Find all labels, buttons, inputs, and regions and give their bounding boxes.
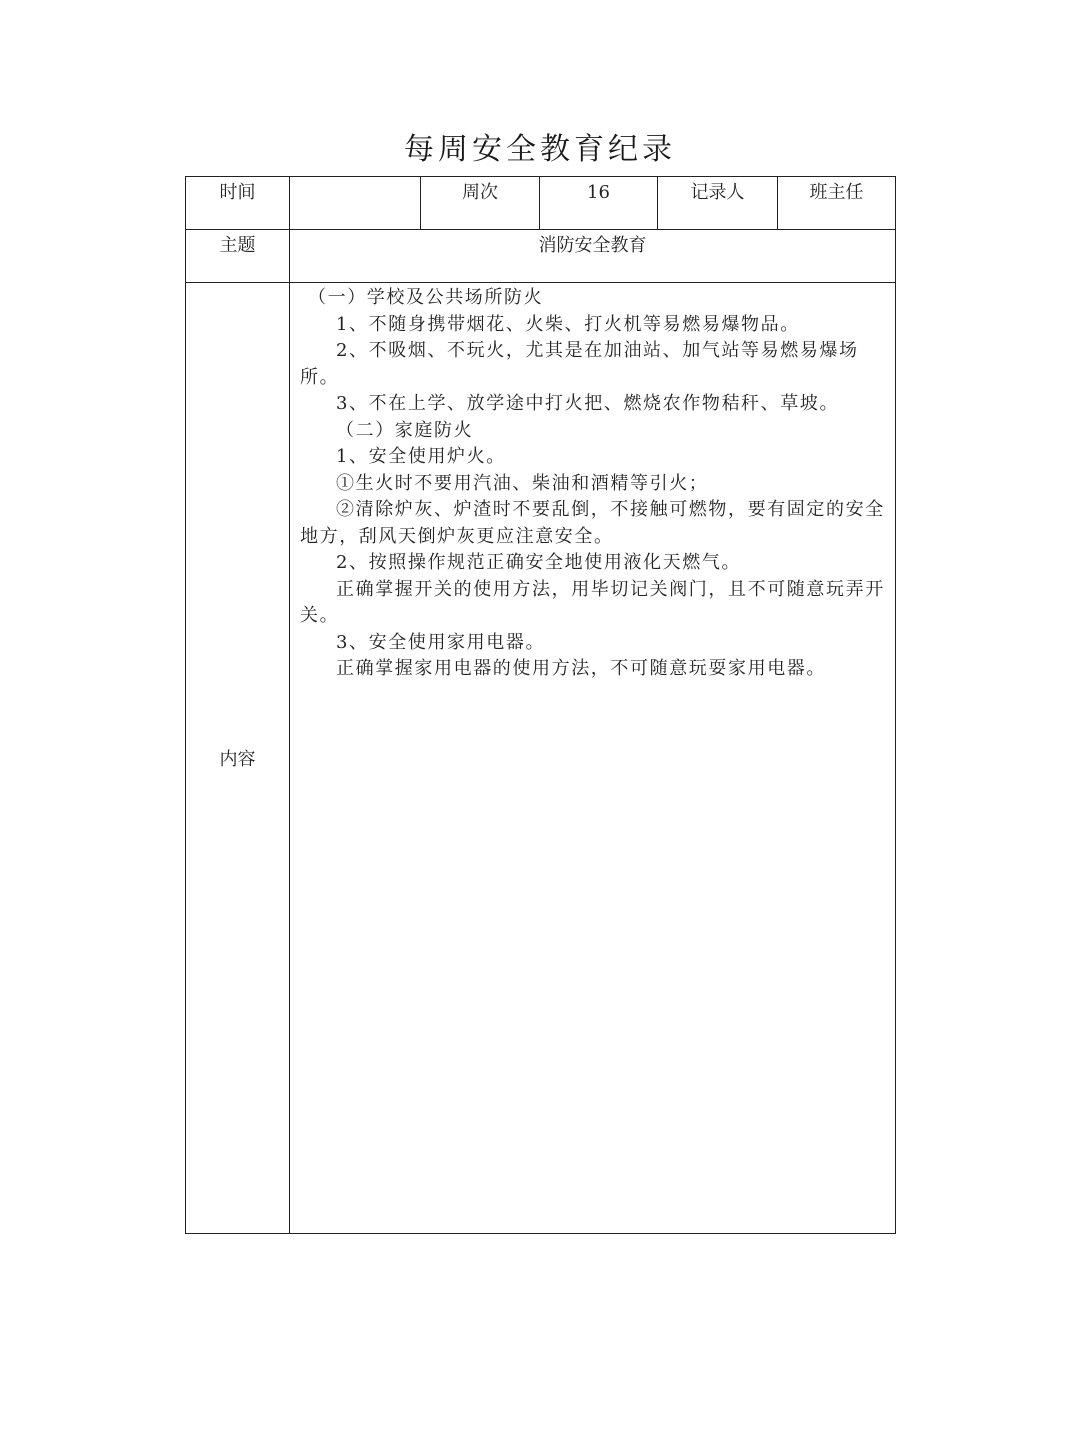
week-label: 周次 [421, 177, 540, 230]
document-title: 每周安全教育纪录 [404, 132, 676, 167]
topic-row [186, 230, 896, 283]
content-paragraph: 2、按照操作规范正确安全地使用液化天燃气。 [336, 552, 742, 573]
time-label: 时间 [186, 177, 290, 230]
content-paragraph: 2、不吸烟、不玩火，尤其是在加油站、加气站等易燃易爆场所。 [300, 340, 859, 388]
topic-value: 消防安全教育 [290, 230, 896, 283]
content-paragraph: 正确掌握开关的使用方法，用毕切记关阀门，且不可随意玩弄开关。 [300, 578, 885, 626]
content-row [186, 283, 896, 1234]
recorder-label: 记录人 [658, 177, 778, 230]
content-paragraph: （二）家庭防火 [336, 419, 474, 441]
content-paragraph: ②清除炉灰、炉渣时不要乱倒，不接触可燃物，要有固定的安全地方，刮风天倒炉灰更应注意安全。 [300, 499, 885, 547]
content-label: 内容 [186, 283, 290, 1234]
content-paragraph: ①生火时不要用汽油、柴油和酒精等引火； [336, 472, 709, 494]
content-paragraph: 正确掌握家用电器的使用方法，不可随意玩耍家用电器。 [336, 658, 826, 679]
topic-label: 主题 [186, 230, 290, 283]
recorder-value: 班主任 [778, 177, 896, 230]
content-paragraph: 3、不在上学、放学途中打火把、燃烧农作物秸秆、草坡。 [336, 393, 840, 414]
content-paragraph: 1、不随身携带烟花、火柴、打火机等易燃易爆物品。 [336, 313, 800, 335]
content-body [290, 283, 895, 683]
content-paragraph: （一）学校及公共场所防火 [308, 287, 544, 308]
time-value [290, 177, 421, 230]
record-table [185, 176, 896, 1234]
content-body-cell [290, 283, 896, 1234]
header-row [186, 177, 896, 230]
content-paragraph: 1、安全使用炉火。 [336, 446, 506, 467]
week-value: 16 [540, 177, 658, 230]
content-paragraph: 3、安全使用家用电器。 [336, 631, 546, 653]
